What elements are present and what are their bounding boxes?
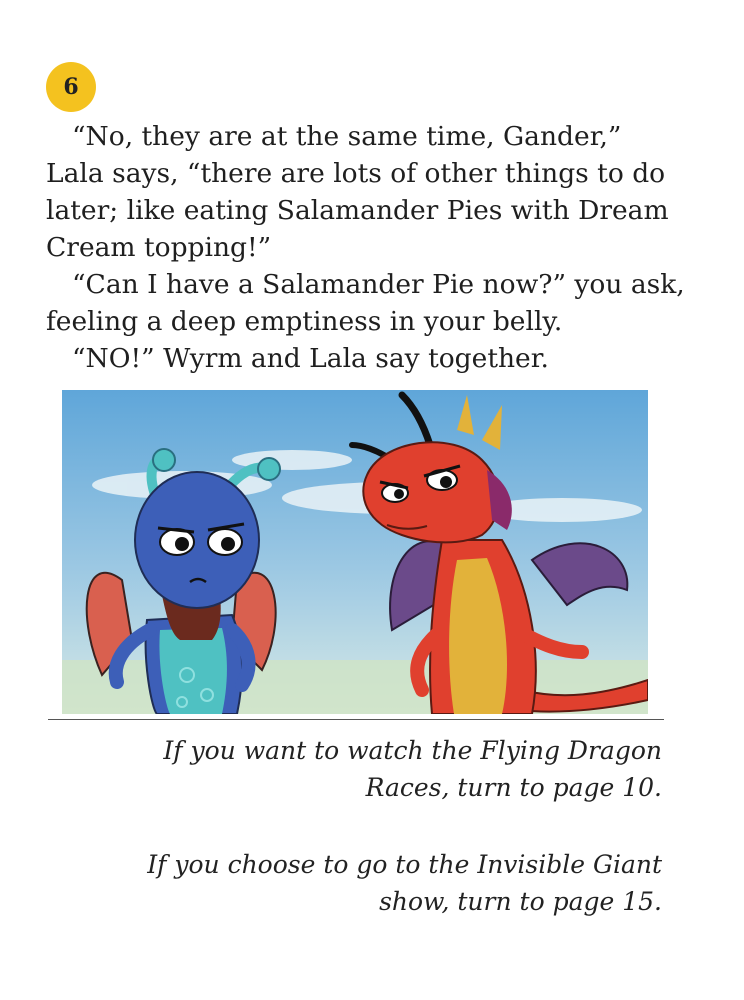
page-number-badge xyxy=(46,62,96,112)
choice-line: If you choose to go to the Invisible Giant xyxy=(147,850,662,879)
choice-line: show, turn to page 15. xyxy=(379,887,662,916)
section-divider xyxy=(48,719,664,720)
story-paragraph: “NO!” Wyrm and Lala say together. xyxy=(72,343,549,374)
choice-line: If you want to watch the Flying Dragon xyxy=(163,736,662,765)
choice-option xyxy=(62,732,662,806)
choice-option xyxy=(62,846,662,920)
page-number: 6 xyxy=(63,74,79,100)
dragons-illustration xyxy=(62,390,648,714)
story-paragraph: “Can I have a Salamander Pie now?” you ask, feeling a deep emptiness in your belly. xyxy=(46,269,685,337)
story-paragraph: “No, they are at the same time, Gander,” Lala says, “there are lots of other things to do later; like eating Salamander Pies with Dream Cream topping!” xyxy=(46,121,669,263)
story-text xyxy=(46,118,686,377)
choice-line: Races, turn to page 10. xyxy=(365,773,662,802)
